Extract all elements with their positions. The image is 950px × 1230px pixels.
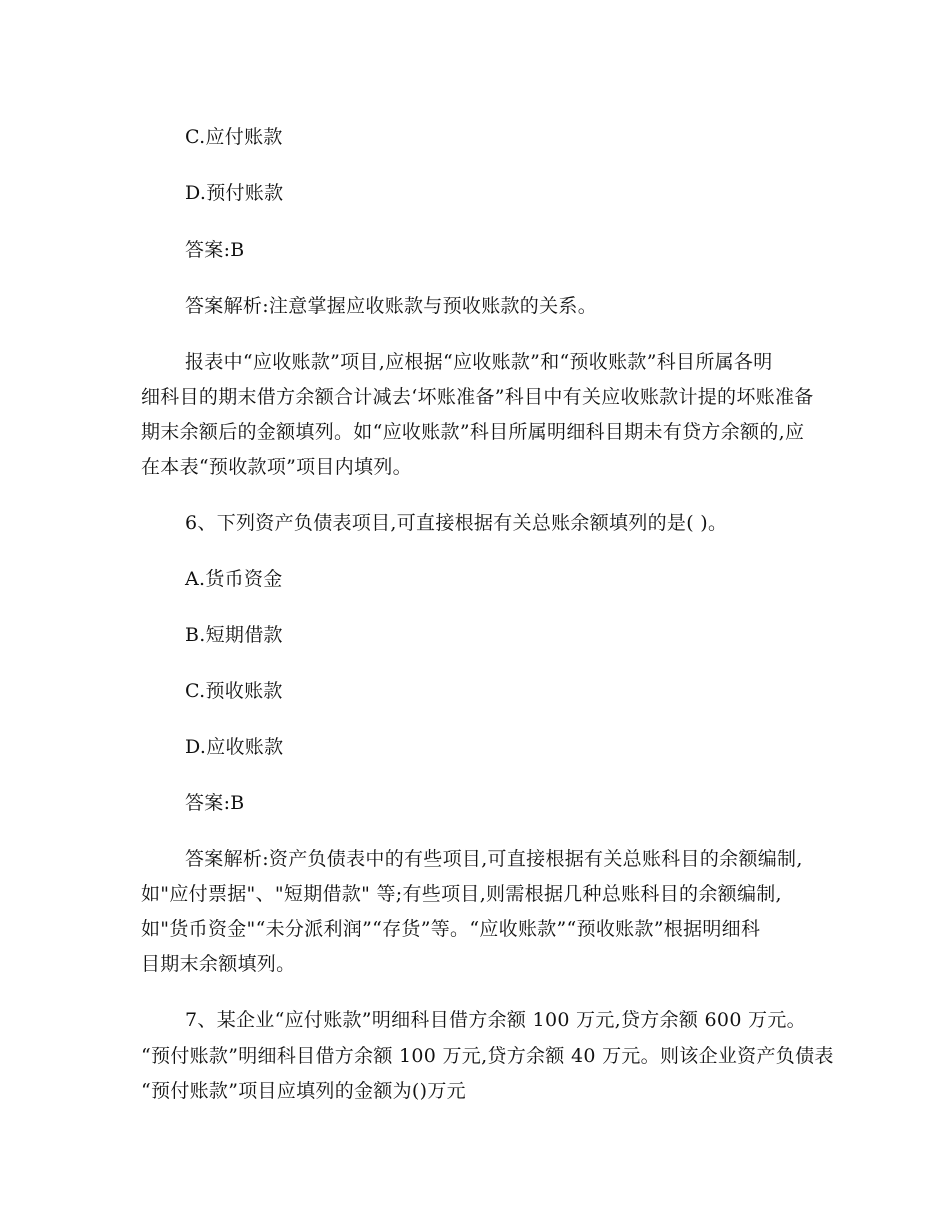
q6-option-d: D.应收账款 xyxy=(185,736,284,758)
q6-question: 6、下列资产负债表项目,可直接根据有关总账余额填列的是( )。 xyxy=(185,512,728,534)
q7-question-line: 7、某企业“应付账款”明细科目借方余额 100 万元,贷方余额 600 万元。 xyxy=(185,1009,806,1031)
q7-question-line: “预付账款”项目应填列的金额为()万元 xyxy=(141,1080,466,1102)
q5-explanation-line: 期末余额后的金额填列。如“应收账款”科目所属明细科目期未有贷方余额的,应 xyxy=(141,421,805,443)
q5-explanation-line: 细科目的期末借方余额合计减去‘坏账准备”科目中有关应收账款计提的坏账准备 xyxy=(141,386,814,408)
q6-explanation-line: 答案解析:资产负债表中的有些项目,可直接根据有关总账科目的余额编制, xyxy=(185,848,803,870)
q5-option-d: D.预付账款 xyxy=(185,182,284,204)
q6-option-a: A.货币资金 xyxy=(185,568,283,590)
q6-explanation-line: 如"应付票据"、"短期借款" 等;有些项目,则需根据几种总账科目的余额编制, xyxy=(141,883,782,905)
q5-explanation-line: 报表中“应收账款”项目,应根据“应收账款”和“预收账款”科目所属各明 xyxy=(185,351,773,373)
q5-answer: 答案:B xyxy=(185,239,245,261)
q6-explanation-line: 目期末余额填列。 xyxy=(141,953,296,975)
q5-explanation-title: 答案解析:注意掌握应收账款与预收账款的关系。 xyxy=(185,295,598,317)
q6-explanation-line: 如"货币资金"“未分派利润”“存货”等。“应收账款”“预收账款”根据明细科 xyxy=(141,918,761,940)
q6-answer: 答案:B xyxy=(185,792,245,814)
q5-explanation-line: 在本表“预收款项”项目内填列。 xyxy=(141,456,412,478)
q6-option-c: C.预收账款 xyxy=(185,680,283,702)
q5-option-c: C.应付账款 xyxy=(185,126,283,148)
q6-option-b: B.短期借款 xyxy=(185,624,283,646)
q7-question-line: “预付账款”明细科目借方余额 100 万元,贷方余额 40 万元。则该企业资产负债表 xyxy=(141,1045,834,1067)
